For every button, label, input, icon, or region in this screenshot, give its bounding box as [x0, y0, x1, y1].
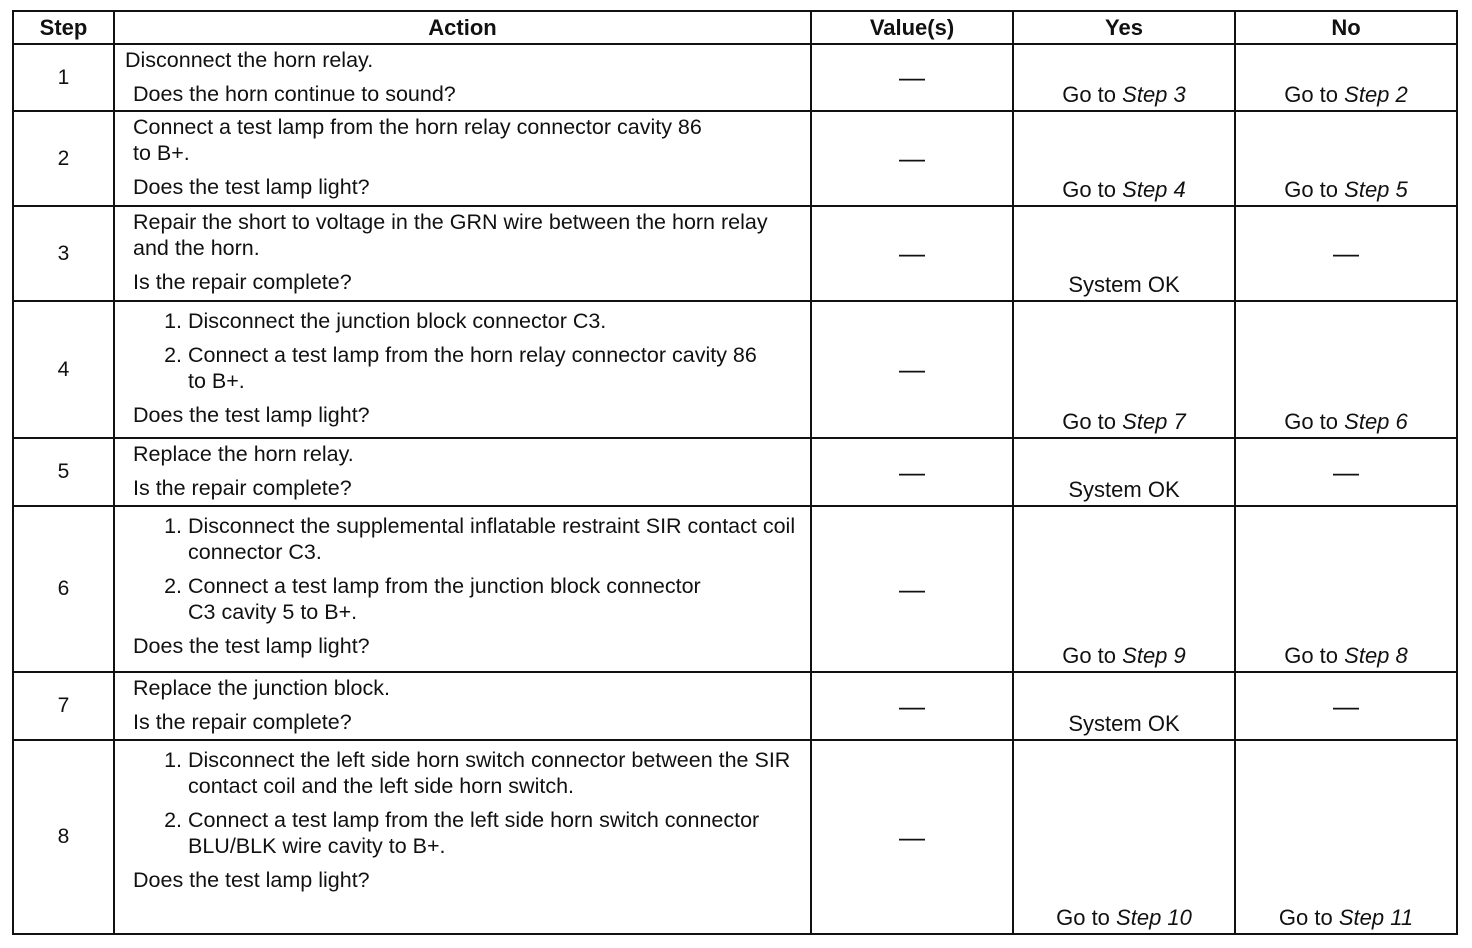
header-yes: Yes	[1013, 11, 1235, 44]
step-number: 8	[13, 740, 114, 934]
step-number: 4	[13, 301, 114, 438]
no-step-link: Step 6	[1344, 409, 1408, 434]
action-cell	[114, 672, 811, 740]
action-cell	[114, 506, 811, 672]
value-cell: —	[811, 506, 1013, 672]
yes-cell: Go to Step 9	[1013, 506, 1235, 672]
yes-step-link: Step 4	[1122, 177, 1186, 202]
yes-step-link: Step 10	[1116, 905, 1192, 930]
table-row	[13, 740, 1457, 934]
yes-cell: Go to Step 4	[1013, 111, 1235, 206]
action-question: Is the repair complete?	[133, 270, 352, 294]
no-cell: Go to Step 8	[1235, 506, 1457, 672]
value-cell: —	[811, 438, 1013, 506]
yes-step-link: Step 9	[1122, 643, 1186, 668]
table-row	[13, 206, 1457, 301]
step-number: 3	[13, 206, 114, 301]
action-question: Does the test lamp light?	[133, 634, 370, 658]
yes-step-link: Step 3	[1122, 82, 1186, 107]
value-cell: —	[811, 206, 1013, 301]
table-header-row	[13, 11, 1457, 44]
yes-cell: Go to Step 3	[1013, 44, 1235, 111]
action-question: Is the repair complete?	[133, 710, 352, 734]
no-cell: Go to Step 2	[1235, 44, 1457, 111]
no-cell: Go to Step 6	[1235, 301, 1457, 438]
action-cell	[114, 206, 811, 301]
no-step-link: Step 11	[1338, 905, 1414, 930]
action-instruction: Replace the junction block.	[133, 676, 390, 700]
action-cell	[114, 301, 811, 438]
no-cell: Go to Step 11	[1235, 740, 1457, 934]
list-item: 2. Connect a test lamp from the left side horn switch connector BLU/BLK wire cavity to B+.	[188, 807, 798, 859]
list-item: 1. Disconnect the left side horn switch connector between the SIR contact coil and the left side horn switch.	[188, 747, 798, 799]
action-question: Does the horn continue to sound?	[133, 82, 456, 106]
yes-cell: Go to Step 10	[1013, 740, 1235, 934]
table-row	[13, 672, 1457, 740]
yes-cell: System OK	[1013, 206, 1235, 301]
action-instruction: Repair the short to voltage in the GRN wire between the horn relay and the horn.	[133, 210, 768, 260]
action-cell	[114, 438, 811, 506]
header-no: No	[1235, 11, 1457, 44]
step-number: 2	[13, 111, 114, 206]
action-instruction: Disconnect the horn relay.	[125, 48, 374, 72]
step-number: 1	[13, 44, 114, 111]
header-action: Action	[114, 11, 811, 44]
no-step-link: Step 2	[1344, 82, 1408, 107]
action-cell	[114, 740, 811, 934]
diagnostic-table-container	[12, 10, 1456, 935]
list-item: 1. Disconnect the supplemental inflatable restraint SIR contact coil connector C3.	[188, 513, 828, 565]
value-cell: —	[811, 672, 1013, 740]
no-cell: —	[1235, 206, 1457, 301]
no-cell: —	[1235, 438, 1457, 506]
list-item: 1. Disconnect the junction block connector C3.	[188, 308, 778, 334]
table-row	[13, 301, 1457, 438]
yes-cell: System OK	[1013, 438, 1235, 506]
table-row	[13, 438, 1457, 506]
no-cell: —	[1235, 672, 1457, 740]
action-instruction: Connect a test lamp from the horn relay connector cavity 86 to B+.	[133, 115, 702, 165]
diagnostic-table	[12, 10, 1458, 935]
action-steps-list	[133, 308, 778, 394]
action-question: Does the test lamp light?	[133, 175, 370, 199]
action-steps-list	[133, 747, 798, 859]
step-number: 7	[13, 672, 114, 740]
action-instruction: Replace the horn relay.	[133, 442, 354, 466]
list-item: 2. Connect a test lamp from the junction block connector C3 cavity 5 to B+.	[188, 573, 828, 625]
header-step: Step	[13, 11, 114, 44]
list-item: 2. Connect a test lamp from the horn relay connector cavity 86 to B+.	[188, 342, 778, 394]
value-cell: —	[811, 44, 1013, 111]
value-cell: —	[811, 111, 1013, 206]
step-number: 6	[13, 506, 114, 672]
action-cell	[114, 111, 811, 206]
value-cell: —	[811, 301, 1013, 438]
action-question: Is the repair complete?	[133, 476, 352, 500]
yes-step-link: Step 7	[1122, 409, 1186, 434]
yes-cell: Go to Step 7	[1013, 301, 1235, 438]
yes-cell: System OK	[1013, 672, 1235, 740]
action-question: Does the test lamp light?	[133, 868, 370, 892]
action-cell	[114, 44, 811, 111]
action-question: Does the test lamp light?	[133, 403, 370, 427]
table-row	[13, 506, 1457, 672]
step-number: 5	[13, 438, 114, 506]
header-values: Value(s)	[811, 11, 1013, 44]
no-step-link: Step 5	[1344, 177, 1408, 202]
action-steps-list	[133, 513, 828, 625]
table-row	[13, 44, 1457, 111]
no-cell: Go to Step 5	[1235, 111, 1457, 206]
no-step-link: Step 8	[1344, 643, 1408, 668]
table-row	[13, 111, 1457, 206]
value-cell: —	[811, 740, 1013, 934]
